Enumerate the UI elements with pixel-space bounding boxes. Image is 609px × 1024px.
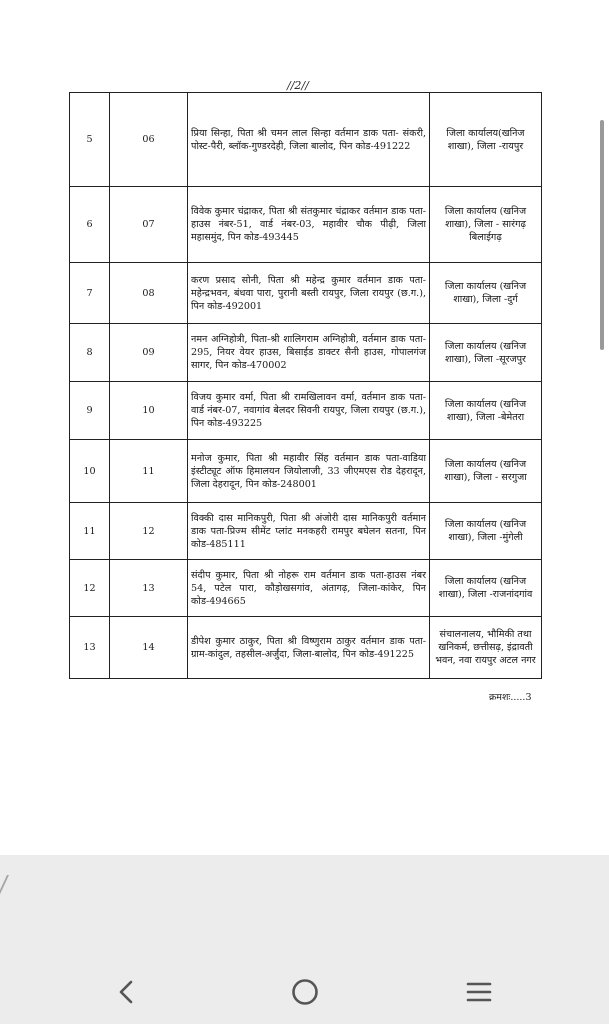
home-button[interactable] — [283, 974, 327, 1010]
number-cell: 09 — [110, 324, 188, 382]
office-cell: जिला कार्यालय (खनिज शाखा), जिला -सूरजपुर — [430, 324, 542, 382]
serial-cell: 12 — [70, 560, 110, 617]
office-cell: जिला कार्यालय (खनिज शाखा), जिला -बेमेतरा — [430, 382, 542, 440]
number-cell: 14 — [110, 617, 188, 679]
serial-cell: 5 — [70, 93, 110, 187]
table-row — [70, 560, 542, 617]
number-cell: 07 — [110, 187, 188, 263]
page-number: //2// — [287, 79, 309, 92]
serial-cell: 7 — [70, 263, 110, 324]
number-cell: 10 — [110, 382, 188, 440]
menu-icon — [465, 980, 493, 1004]
serial-cell: 8 — [70, 324, 110, 382]
description-cell: नमन अग्निहोत्री, पिता-श्री शालिगराम अग्निहोत्री, वर्तमान डाक पता- 295, नियर वेयर हाउस, बिसाईड डाक्टर सैनी हाउस, गोपालगंज सागर, पिन कोड-470002 — [188, 324, 430, 382]
table-row — [70, 503, 542, 560]
serial-cell: 9 — [70, 382, 110, 440]
number-cell: 06 — [110, 93, 188, 187]
table-row — [70, 617, 542, 679]
serial-cell: 10 — [70, 440, 110, 503]
serial-cell: 6 — [70, 187, 110, 263]
description-cell: विजय कुमार वर्मा, पिता श्री रामखिलावन वर्मा, वर्तमान डाक पता-वार्ड नंबर-07, नवागांव बेलदर सिवनी रायपुर, जिला रायपुर (छ.ग.), पिन कोड-493225 — [188, 382, 430, 440]
table-row — [70, 263, 542, 324]
number-cell: 08 — [110, 263, 188, 324]
office-cell: जिला कार्यालय (खनिज शाखा), जिला -मुंगेली — [430, 503, 542, 560]
serial-cell: 11 — [70, 503, 110, 560]
back-button[interactable] — [104, 974, 148, 1010]
description-cell: विक्की दास मानिकपुरी, पिता श्री अंजोरी दास मानिकपुरी वर्तमान डाक पता-प्रिज्म सीमेंट प्लांट मनकहरी रामपुर बघेलन सतना, पिन कोड-485111 — [188, 503, 430, 560]
table-row — [70, 93, 542, 187]
office-cell: जिला कार्यालय (खनिज शाखा), जिला -राजनांदगांव — [430, 560, 542, 617]
number-cell: 12 — [110, 503, 188, 560]
table-row — [70, 382, 542, 440]
office-cell: जिला कार्यालय (खनिज शाखा), जिला - सारंगढ़ बिलाईगढ़ — [430, 187, 542, 263]
back-icon — [117, 979, 135, 1005]
description-cell: विवेक कुमार चंद्राकर, पिता श्री संतकुमार चंद्राकर वर्तमान डाक पता-हाउस नंबर-51, वार्ड नंबर-03, महावीर चौक पीढ़ी, जिला महासमुंद, पिन कोड-493445 — [188, 187, 430, 263]
office-cell: जिला कार्यालय(खनिज शाखा), जिला -रायपुर — [430, 93, 542, 187]
home-icon — [290, 977, 320, 1007]
description-cell: संदीप कुमार, पिता श्री नोहरू राम वर्तमान डाक पता-हाउस नंबर 54, पटेल पारा, कौड़ोखसगांव, अंतागढ़, जिला-कांकेर, पिन कोड-494665 — [188, 560, 430, 617]
number-cell: 11 — [110, 440, 188, 503]
system-navbar — [0, 960, 609, 1024]
table-row — [70, 187, 542, 263]
table-row — [70, 440, 542, 503]
office-cell: संचालनालय, भौमिकी तथा खनिकर्म, छत्तीसढ़, इंद्रावती भवन, नवा रायपुर अटल नगर — [430, 617, 542, 679]
continued-note: क्रमशः.....3 — [489, 692, 532, 703]
description-cell: डीपेश कुमार ठाकुर, पिता श्री विष्णुराम ठाकुर वर्तमान डाक पता-ग्राम-कांदुल, तहसील-अर्जुंदा, जिला-बालोद, पिन कोड-491225 — [188, 617, 430, 679]
description-cell: प्रिया सिन्हा, पिता श्री चमन लाल सिन्हा वर्तमान डाक पता- संकरी, पोस्ट-पैरी, ब्लॉक-गुण्डरदेही, जिला बालोद, पिन कोड-491222 — [188, 93, 430, 187]
table-row — [70, 324, 542, 382]
menu-button[interactable] — [457, 974, 501, 1010]
scrollbar[interactable] — [600, 120, 604, 350]
description-cell: मनोज कुमार, पिता श्री महावीर सिंह वर्तमान डाक पता-वाडिया इंस्टीट्यूट ऑफ हिमालयन जियोलाजी, 33 जीएमएस रोड देहरादून, जिला देहरादून, पिन कोड-248001 — [188, 440, 430, 503]
number-cell: 13 — [110, 560, 188, 617]
description-cell: करण प्रसाद सोनी, पिता श्री महेन्द्र कुमार वर्तमान डाक पता- महेन्द्रभवन, बंधवा पारा, पुरानी बस्ती रायपुर, जिला रायपुर (छ.ग.), पिन कोड-492001 — [188, 263, 430, 324]
serial-cell: 13 — [70, 617, 110, 679]
office-cell: जिला कार्यालय (खनिज शाखा), जिला - सरगुजा — [430, 440, 542, 503]
office-cell: जिला कार्यालय (खनिज शाखा), जिला -दुर्ग — [430, 263, 542, 324]
candidate-table — [69, 92, 542, 679]
